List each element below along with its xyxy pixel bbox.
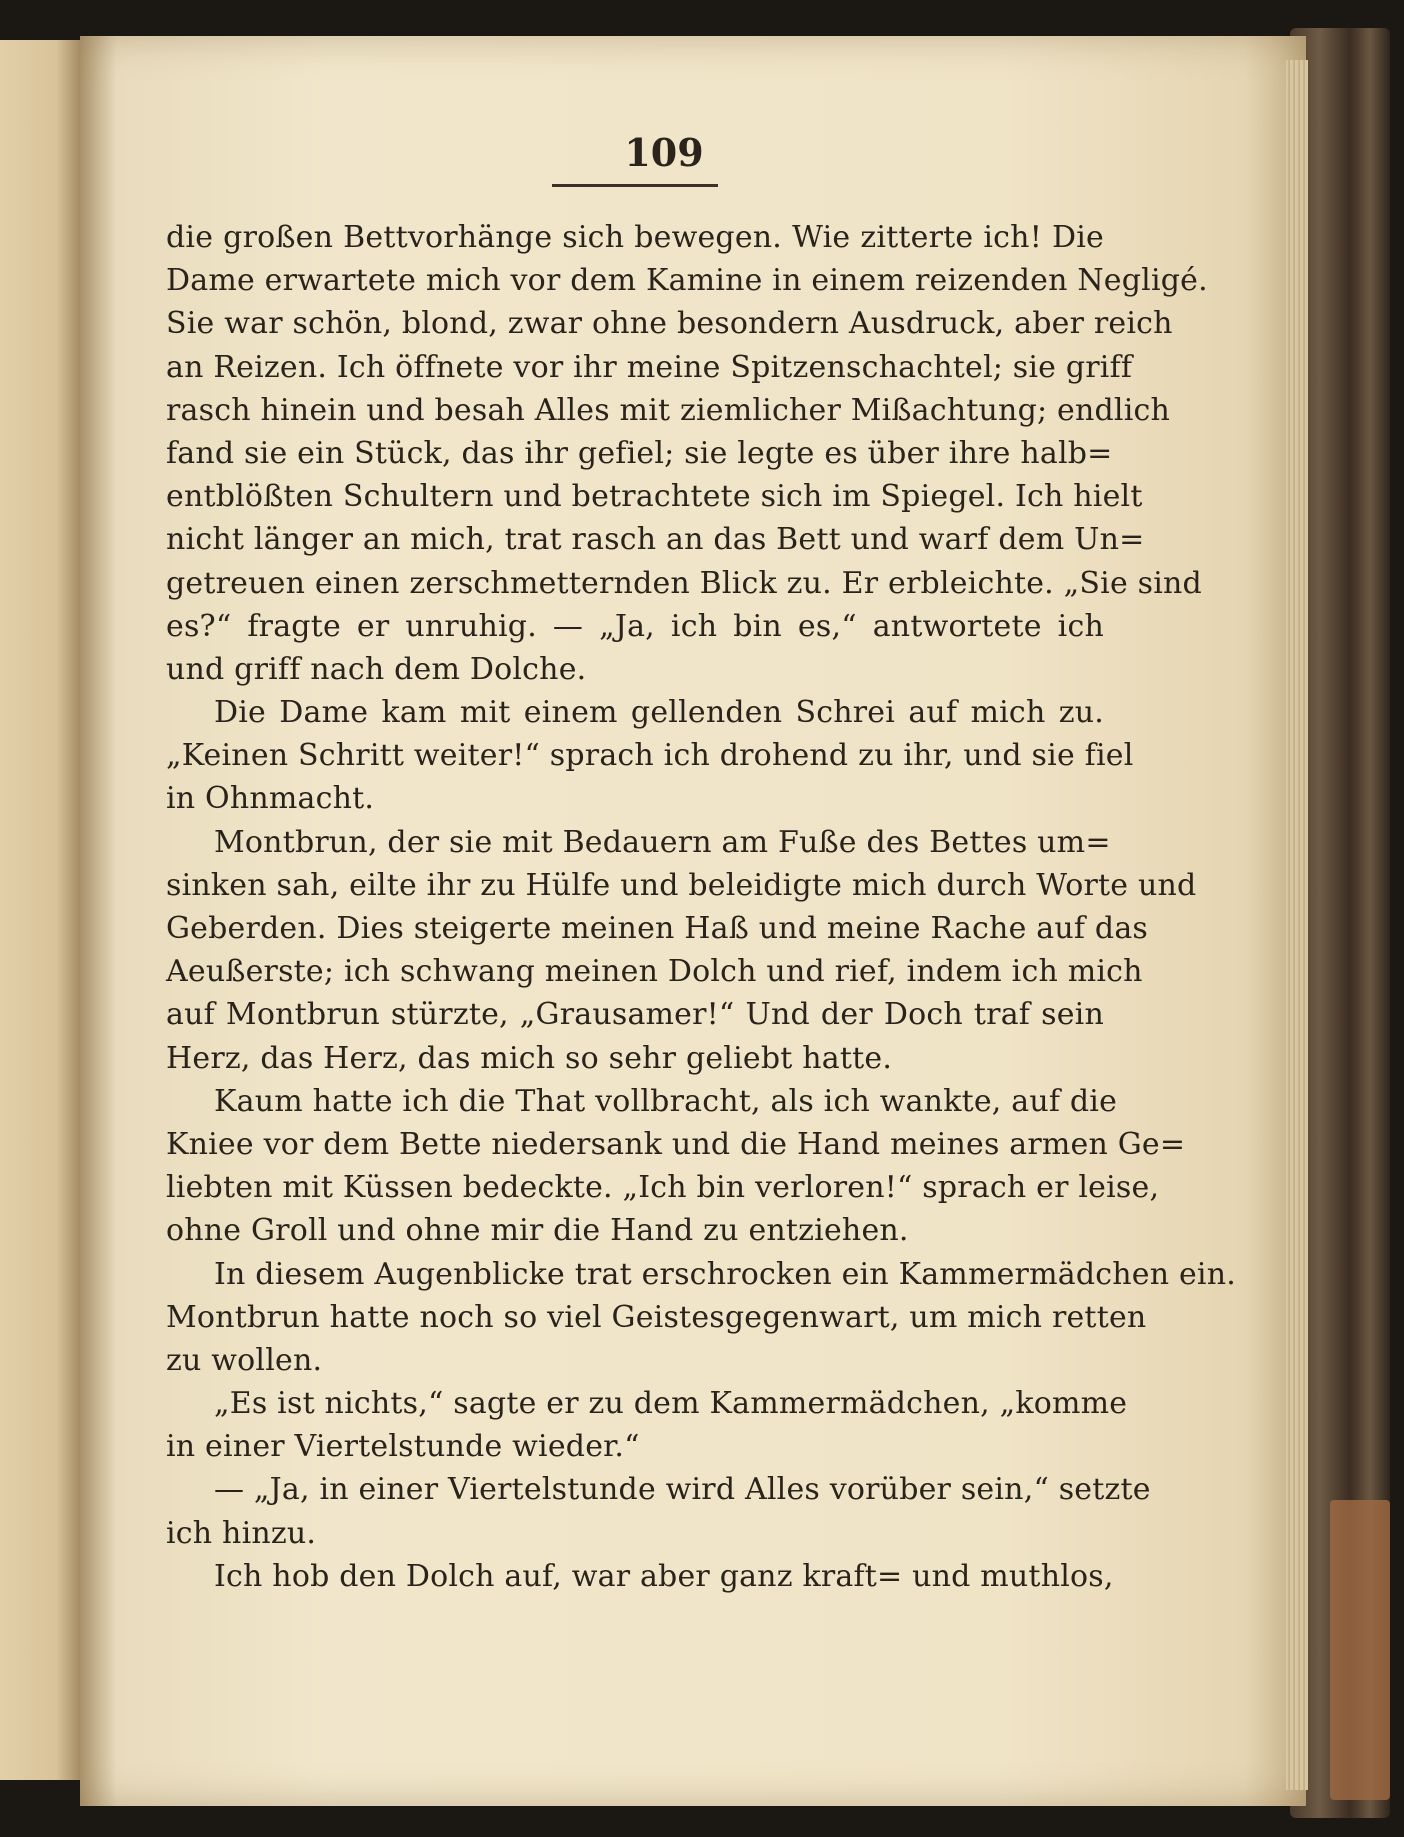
text-line: Ich hob den Dolch auf, war aber ganz kraft= und muthlos, [214, 1558, 1114, 1594]
text-line: ich hinzu. [166, 1515, 317, 1551]
text-line: — „Ja, in einer Viertelstunde wird Alles vorüber sein,“ setzte [214, 1472, 1151, 1508]
text-line: Montbrun hatte noch so viel Geistesgegenwart, um mich retten [166, 1299, 1147, 1335]
text-line: „Es ist nichts,“ sagte er zu dem Kammermädchen, „komme [214, 1386, 1128, 1422]
text-line: getreuen einen zerschmetternden Blick zu. Er erbleichte. „Sie sind [166, 565, 1202, 601]
facing-page-edge [0, 40, 80, 1780]
text-line: Sie war schön, blond, zwar ohne besondern Ausdruck, aber reich [166, 306, 1173, 342]
text-line: Aeußerste; ich schwang meinen Dolch und rief, indem ich mich [166, 954, 1143, 990]
text-line: rasch hinein und besah Alles mit ziemlicher Mißachtung; endlich [166, 392, 1171, 428]
text-line: Montbrun, der sie mit Bedauern am Fuße des Bettes um= [214, 824, 1111, 860]
text-line: Dame erwartete mich vor dem Kamine in einem reizenden Negligé. [166, 263, 1208, 299]
text-line: fand sie ein Stück, das ihr gefiel; sie legte es über ihre halb= [166, 435, 1113, 471]
text-line: Die Dame kam mit einem gellenden Schrei auf mich zu. [214, 695, 1104, 731]
text-line: Kaum hatte ich die That vollbracht, als ich wankte, auf die [214, 1083, 1118, 1119]
page-number: 109 [624, 130, 704, 175]
text-line: liebten mit Küssen bedeckte. „Ich bin verloren!“ sprach er leise, [166, 1170, 1160, 1206]
text-line: Geberden. Dies steigerte meinen Haß und meine Rache auf das [166, 911, 1148, 946]
text-line: zu wollen. [166, 1342, 323, 1378]
text-line: und griff nach dem Dolche. [166, 651, 587, 687]
text-line: In diesem Augenblicke trat erschrocken ein Kammermädchen ein. [214, 1256, 1236, 1292]
text-line: „Keinen Schritt weiter!“ sprach ich drohend zu ihr, und sie fiel [166, 738, 1134, 774]
text-line: in Ohnmacht. [166, 781, 375, 817]
text-line: in einer Viertelstunde wieder.“ [166, 1429, 640, 1465]
text-line: nicht länger an mich, trat rasch an das Bett und warf dem Un= [166, 522, 1145, 558]
text-line: entblößten Schultern und betrachtete sich im Spiegel. Ich hielt [166, 479, 1143, 515]
text-line: ohne Groll und ohne mir die Hand zu entziehen. [166, 1213, 909, 1249]
body-text [166, 216, 1236, 1598]
text-line: auf Montbrun stürzte, „Grausamer!“ Und der Doch traf sein [166, 997, 1104, 1033]
text-line: es?“ fragte er unruhig. — „Ja, ich bin es,“ antwortete ich [166, 608, 1104, 644]
header-rule [552, 184, 718, 187]
text-line: sinken sah, eilte ihr zu Hülfe und beleidigte mich durch Worte und [166, 867, 1197, 903]
text-line: Kniee vor dem Bette niedersank und die Hand meines armen Ge= [166, 1126, 1186, 1162]
page-stack-edges [1286, 60, 1308, 1790]
text-line: Herz, das Herz, das mich so sehr geliebt hatte. [166, 1040, 893, 1076]
text-line: die großen Bettvorhänge sich bewegen. Wie zitterte ich! Die [166, 220, 1104, 255]
text-line: an Reizen. Ich öffnete vor ihr meine Spitzenschachtel; sie griff [166, 349, 1133, 385]
cover-wear-patch [1330, 1500, 1390, 1800]
